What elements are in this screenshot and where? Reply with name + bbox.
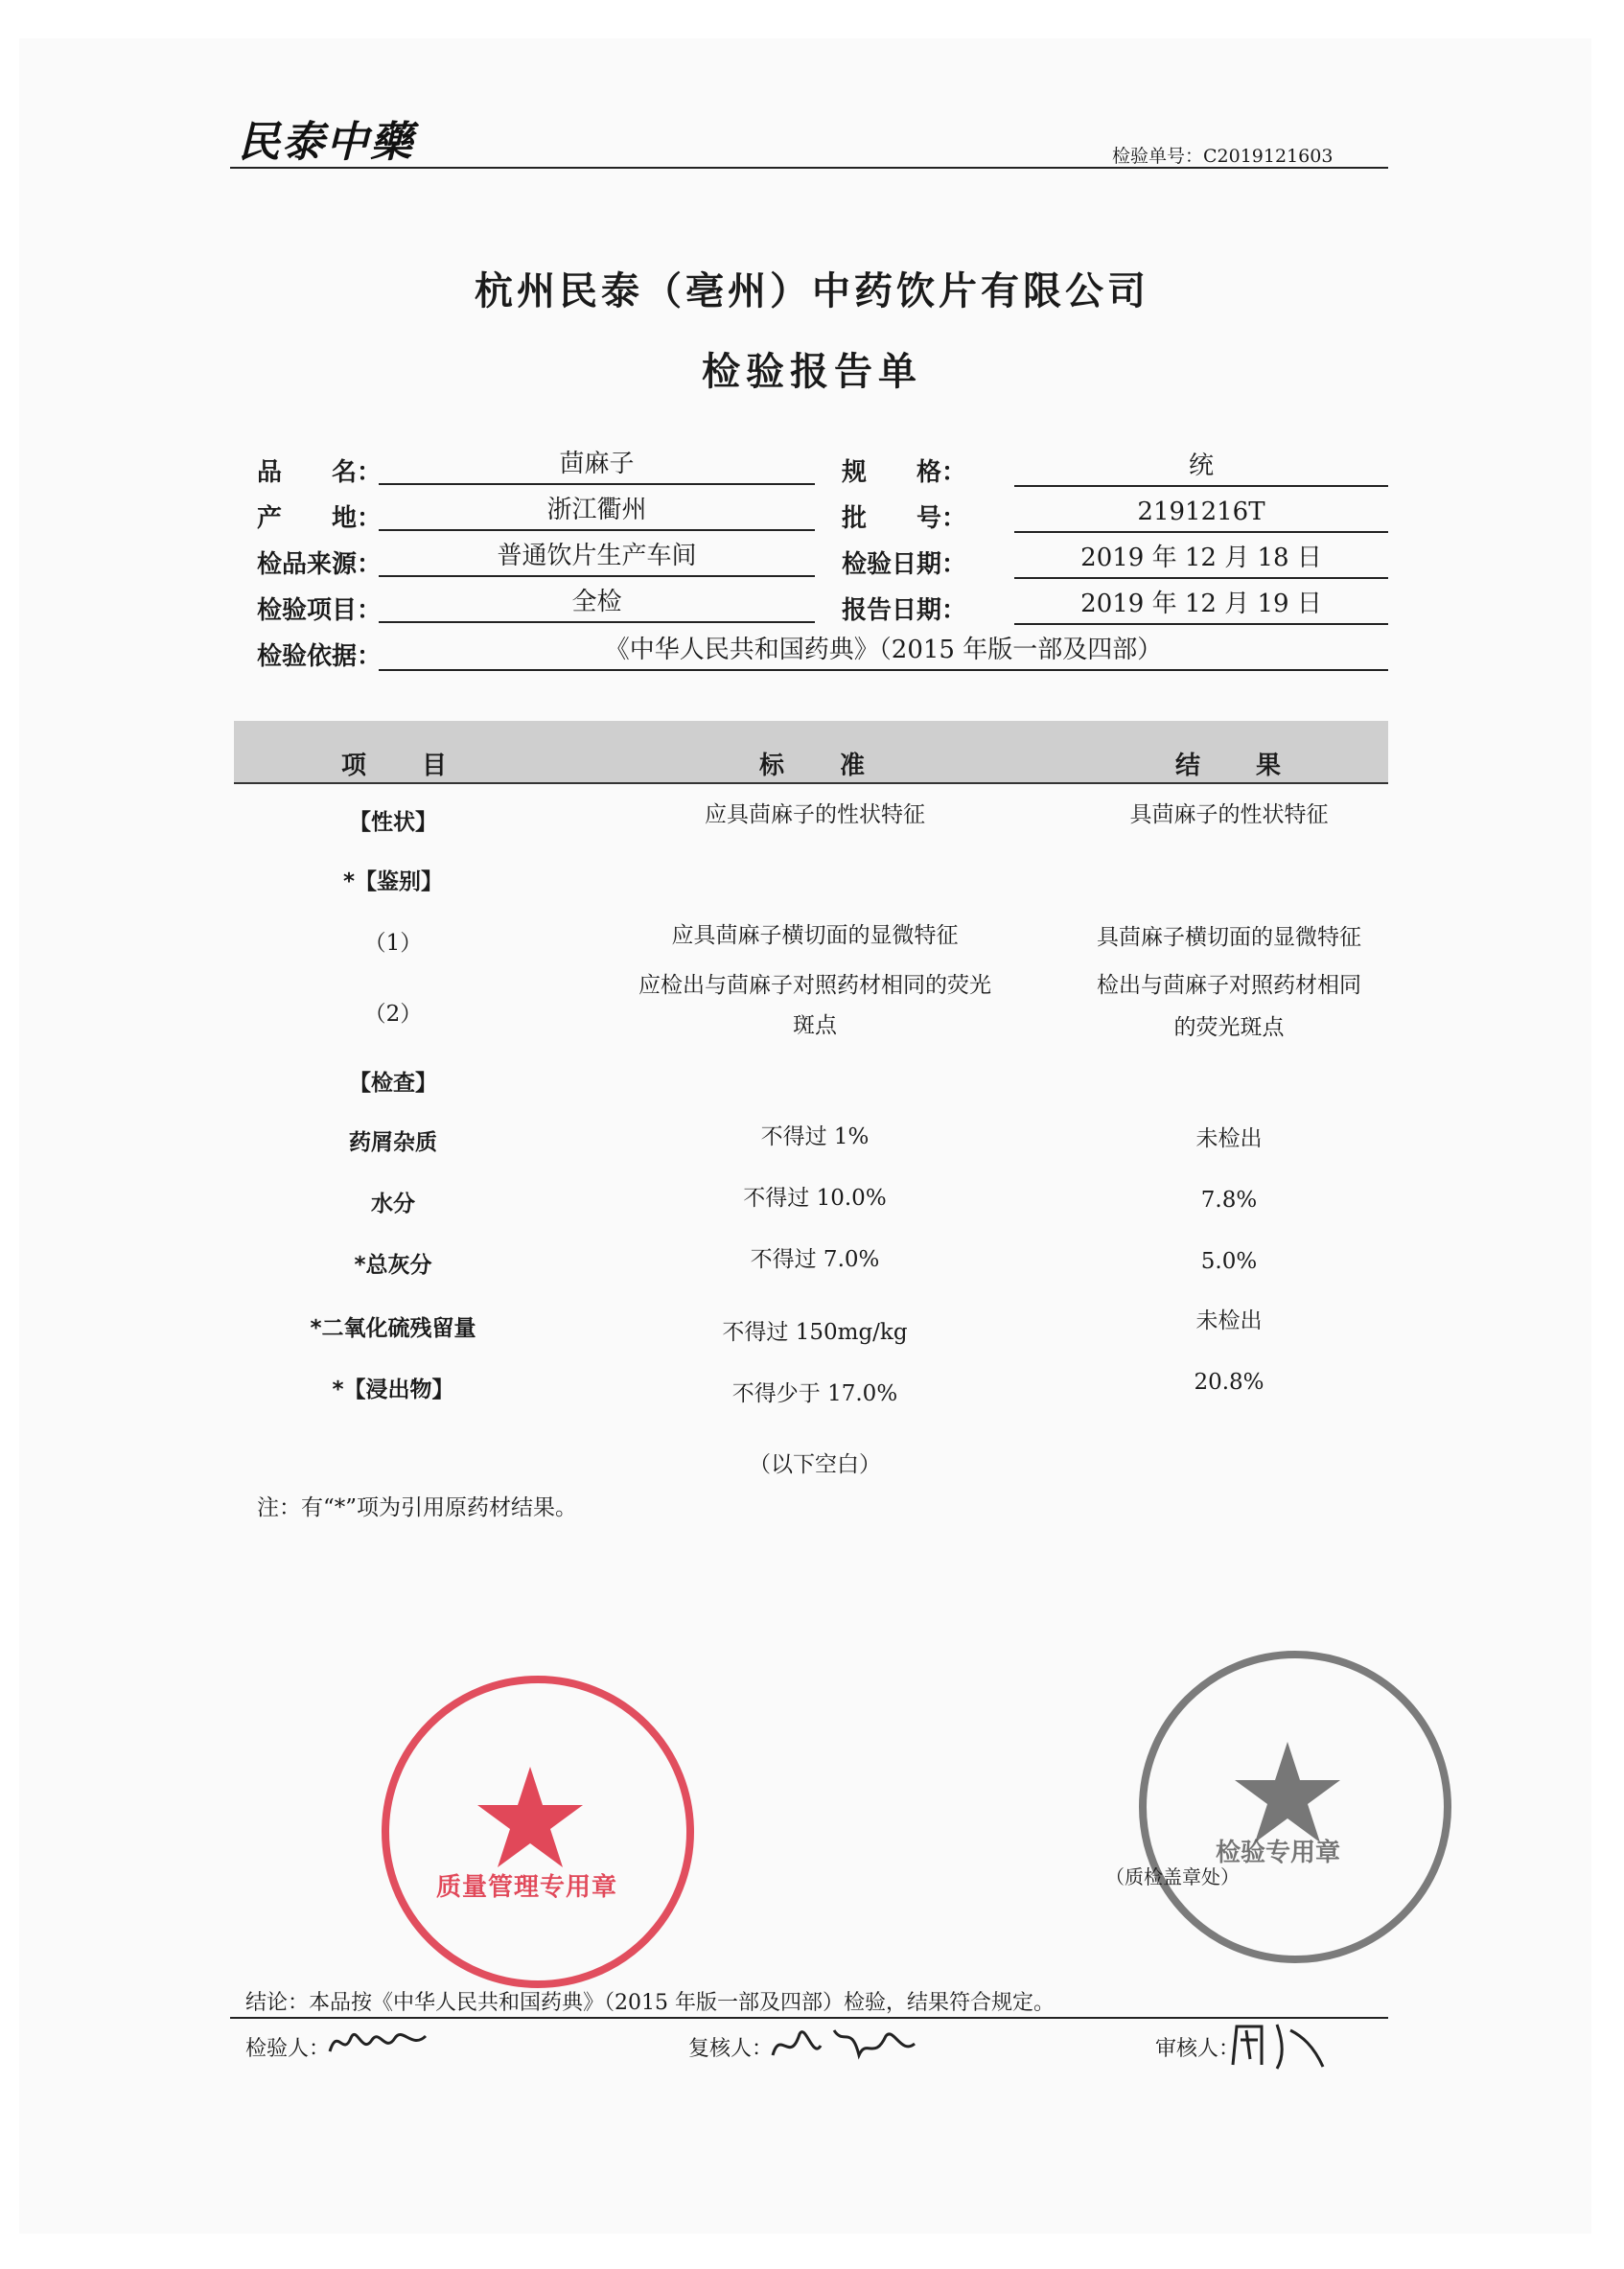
table-row-result: 检出与茴麻子对照药材相同 [1097,973,1361,998]
header-result: 结 果 [1175,752,1284,780]
reviewer-signature [767,2017,920,2084]
table-row-item: 水分 [371,1192,415,1216]
star-icon [382,1676,679,1973]
table-row-standard: 不得过 7.0% [750,1247,880,1272]
conclusion: 结论：本品按《中华人民共和国药典》（2015 年版一部及四部）检验，结果符合规定。 [245,1991,1055,2015]
company-logo: 民泰中藥 [238,118,414,167]
origin-value: 浙江衢州 [379,495,815,531]
approver-signature [1227,2017,1333,2084]
basis-value: 《中华人民共和国药典》（2015 年版一部及四部） [379,635,1388,671]
basis-label: 检验依据： [257,642,383,671]
table-row-standard: 不得过 1% [760,1124,870,1149]
table-row-item: （2） [363,1002,423,1027]
star-icon [1139,1651,1436,1948]
table-row-result-cont: 的荧光斑点 [1173,1015,1285,1040]
reviewer-label: 复核人： [688,2037,774,2061]
inspector-label: 检验人： [245,2037,331,2061]
table-row-item: *二氧化硫残留量 [310,1316,476,1341]
report-title: 检验报告单 [702,349,922,394]
table-row-standard-cont: 斑点 [793,1013,837,1038]
table-row-item: *【浸出物】 [332,1378,454,1402]
items-label: 检验项目： [257,596,383,625]
table-row-result: 未检出 [1195,1126,1263,1151]
approver-label: 审核人： [1155,2037,1241,2061]
table-row-standard: 应具茴麻子横切面的显微特征 [671,923,959,948]
table-row-item: 药屑杂质 [349,1130,437,1155]
blank-note: （以下空白） [749,1452,881,1477]
header-item: 项 目 [341,752,450,780]
source-value: 普通饮片生产车间 [379,541,815,577]
table-row-standard: 应检出与茴麻子对照药材相同的荧光 [638,973,991,998]
inspector-signature [326,2017,431,2074]
table-row-item: *【鉴别】 [342,869,444,894]
origin-label: 产 地： [257,504,383,533]
table-row-item: *总灰分 [354,1253,432,1278]
header-standard: 标 准 [759,752,868,780]
company-title: 杭州民泰（亳州）中药饮片有限公司 [475,268,1149,313]
table-row-standard: 不得少于 17.0% [731,1381,898,1406]
table-row-standard: 不得过 150mg/kg [722,1320,908,1345]
report-date-value: 2019 年 12 月 19 日 [1014,589,1388,625]
table-row-item: （1） [363,931,423,956]
qc-stamp-label: （质检盖章处） [1105,1865,1240,1888]
table-row-standard: 不得过 10.0% [743,1186,887,1211]
quality-seal-text: 质量管理专用章 [436,1873,618,1902]
table-row-result: 具茴麻子横切面的显微特征 [1097,925,1361,950]
table-row-item: 【检查】 [349,1071,437,1096]
inspection-seal [1139,1651,1451,1963]
test-date-value: 2019 年 12 月 18 日 [1014,543,1388,579]
header-divider [230,167,1388,169]
test-date-label: 检验日期： [842,550,967,579]
name-label: 品 名： [257,458,383,487]
table-row-result: 具茴麻子的性状特征 [1129,802,1329,827]
quality-seal [382,1676,694,1988]
name-value: 茴麻子 [379,449,815,485]
report-number: 检验单号：C2019121603 [1112,146,1334,167]
source-label: 检品来源： [257,550,383,579]
spec-label: 规 格： [842,458,967,487]
spec-value: 统 [1014,451,1388,487]
inspection-seal-text: 检验专用章 [1216,1839,1341,1867]
table-row-result: 5.0% [1200,1249,1258,1274]
report-date-label: 报告日期： [842,596,967,625]
table-row-item: 【性状】 [349,810,437,835]
batch-value: 2191216T [1014,497,1388,533]
table-row-result: 20.8% [1194,1370,1264,1395]
table-row-result: 7.8% [1200,1188,1258,1213]
table-row-standard: 应具茴麻子的性状特征 [705,802,925,827]
items-value: 全检 [379,587,815,623]
footnote: 注：有“*”项为引用原药材结果。 [257,1495,578,1520]
table-row-result: 未检出 [1195,1308,1263,1333]
batch-label: 批 号： [842,504,967,533]
